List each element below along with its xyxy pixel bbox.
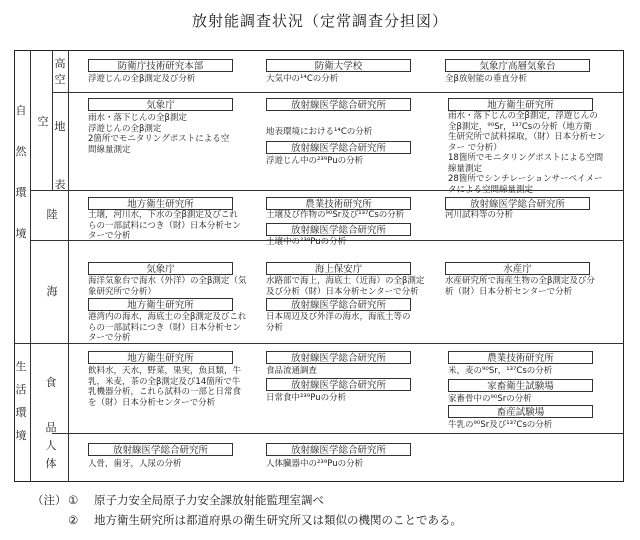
org-box: 放射線医学総合研究所 bbox=[88, 443, 233, 456]
cell-text: 港湾内の海水，海底土の全β測定及びこれ らの一部試料につき（財）日本分析セン ターで分析 bbox=[88, 312, 247, 343]
cell-text: 食品流通調査 bbox=[266, 366, 318, 376]
footnote-number: ② bbox=[68, 513, 79, 527]
org-box: 農業技術研究所 bbox=[448, 351, 593, 364]
cell-text: 河川試料等の分析 bbox=[445, 210, 514, 220]
cell-text: 水路部で海上，海底土（近海）の全β測定 及び分析（財）日本分析センターで分析 bbox=[266, 276, 425, 297]
cell-text: 海洋気象台で海水（外洋）の全β測定（気 象研究所で分析） bbox=[88, 276, 247, 297]
org-box: 放射線医学総合研究所 bbox=[266, 141, 411, 154]
cell-text: 土壌，河川水，下水の全β測定及びこれ らの一部試料につき（財）日本分析セン ターで分析 bbox=[88, 210, 241, 241]
org-box: 放射線医学総合研究所 bbox=[266, 223, 411, 236]
cell-text: 日本周辺及び外洋の海水，海底土等の 分析 bbox=[266, 312, 411, 333]
footnote-row bbox=[32, 490, 462, 510]
cell-text: 雨水・落下じんの全β測定，浮遊じんの 全β測定，⁹⁰Sr，¹³⁷Csの分析（地方衛 生研究所で試料採取，（財）日本分析セン ター で分析） 18箇所でモニタリングポストによる空間 線量測定 28箇所でシンチレーションサーベイメー タによる空間線量測定 bbox=[448, 111, 606, 195]
org-box: 気象庁 bbox=[88, 262, 233, 275]
cell-text: 浮遊じん中の²³⁹Puの分析 bbox=[266, 156, 364, 166]
footnote-label: （注） bbox=[32, 493, 67, 507]
cell-text: 土壌及び作物の⁹⁰Sr及び¹³⁷Csの分析 bbox=[266, 210, 405, 220]
cell-text: 人体臓器中の²³⁹Puの分析 bbox=[266, 459, 364, 469]
org-box: 放射線医学総合研究所 bbox=[266, 98, 411, 111]
cell-text: 人骨，歯牙，人尿の分析 bbox=[88, 459, 182, 469]
cell-text: 土壌中の²³⁹Puの分析 bbox=[266, 237, 347, 247]
org-box: 地方衛生研究所 bbox=[88, 351, 233, 364]
org-box: 防衛大学校 bbox=[266, 59, 411, 72]
cell-text: 日常食中²³⁹Puの分析 bbox=[266, 393, 347, 403]
org-box: 放射線医学総合研究所 bbox=[266, 298, 411, 311]
org-box: 農業技術研究所 bbox=[266, 197, 411, 210]
page-title: 放射能調査状況（定常調査分担図） bbox=[191, 12, 448, 30]
org-box: 畜産試験場 bbox=[448, 405, 593, 418]
category-nature-environment: 自然環境 bbox=[15, 104, 27, 240]
org-box: 気象庁高層気象台 bbox=[445, 59, 590, 72]
org-box: 気象庁 bbox=[88, 98, 233, 111]
footnote-row bbox=[32, 510, 462, 530]
category-air: 空 bbox=[37, 115, 49, 128]
org-box: 水産庁 bbox=[445, 262, 590, 275]
footnote-text: 地方衛生研究所は都道府県の衛生研究所又は類似の機関のことである。 bbox=[94, 513, 462, 527]
org-box: 防衛庁技術研究本部 bbox=[88, 59, 233, 72]
cell-text: 米，麦の⁹⁰Sr，¹³⁷Csの分析 bbox=[448, 366, 553, 376]
cell-text: 雨水・落下じんの全β測定 浮遊じんの全β測定 2箇所でモニタリングポストによる空 間線量測定 bbox=[88, 113, 230, 155]
footnote-number: ① bbox=[68, 493, 79, 507]
org-box: 海上保安庁 bbox=[266, 262, 411, 275]
category-sea: 海 bbox=[46, 285, 58, 298]
org-box: 放射線医学総合研究所 bbox=[266, 378, 411, 391]
org-box: 家畜衛生試験場 bbox=[448, 379, 593, 392]
cell-text: 浮遊じんの全β測定及び分析 bbox=[88, 74, 196, 84]
category-human-body: 人体 bbox=[45, 439, 57, 470]
org-box: 地方衛生研究所 bbox=[448, 98, 593, 111]
category-land: 陸 bbox=[46, 208, 58, 221]
col-divider bbox=[30, 50, 31, 482]
cell-text: 大気中の¹⁴Cの分析 bbox=[266, 74, 339, 84]
category-high-air: 高空 bbox=[54, 57, 66, 86]
org-box: 地方衛生研究所 bbox=[88, 298, 233, 311]
org-box: 放射線医学総合研究所 bbox=[266, 443, 411, 456]
org-box: 地方衛生研究所 bbox=[88, 197, 233, 210]
row-divider bbox=[52, 92, 624, 93]
cell-text: 家畜骨中の⁹⁰Srの分析 bbox=[448, 394, 532, 404]
cell-text: 地表環境における¹⁴Cの分析 bbox=[266, 127, 373, 137]
category-life-environment: 生活環境 bbox=[15, 360, 27, 442]
cell-text: 全β放射能の垂直分析 bbox=[445, 74, 527, 84]
category-ground-surface: 地表 bbox=[54, 120, 66, 191]
org-box: 放射線医学総合研究所 bbox=[445, 197, 590, 210]
category-food: 食品 bbox=[45, 376, 57, 434]
org-box: 放射線医学総合研究所 bbox=[266, 351, 411, 364]
cell-text: 牛乳の⁹⁰Sr及び¹³⁷Csの分析 bbox=[448, 420, 553, 430]
footnote-text: 原子力安全局原子力安全課放射能監理室調べ bbox=[94, 493, 324, 507]
row-divider bbox=[52, 433, 624, 434]
cell-text: 水産研究所で海産生物の全β測定及び分 析（財）日本分析センターで分析 bbox=[445, 276, 595, 297]
cell-text: 飲料水，天水，野菜，果実，魚貝類，牛 乳，米麦，茶の全β測定及び14箇所で牛 乳機器分析，これら試料の一部と日常食 を（財）日本分析センターで分析 bbox=[88, 366, 242, 408]
footnotes bbox=[32, 490, 462, 530]
